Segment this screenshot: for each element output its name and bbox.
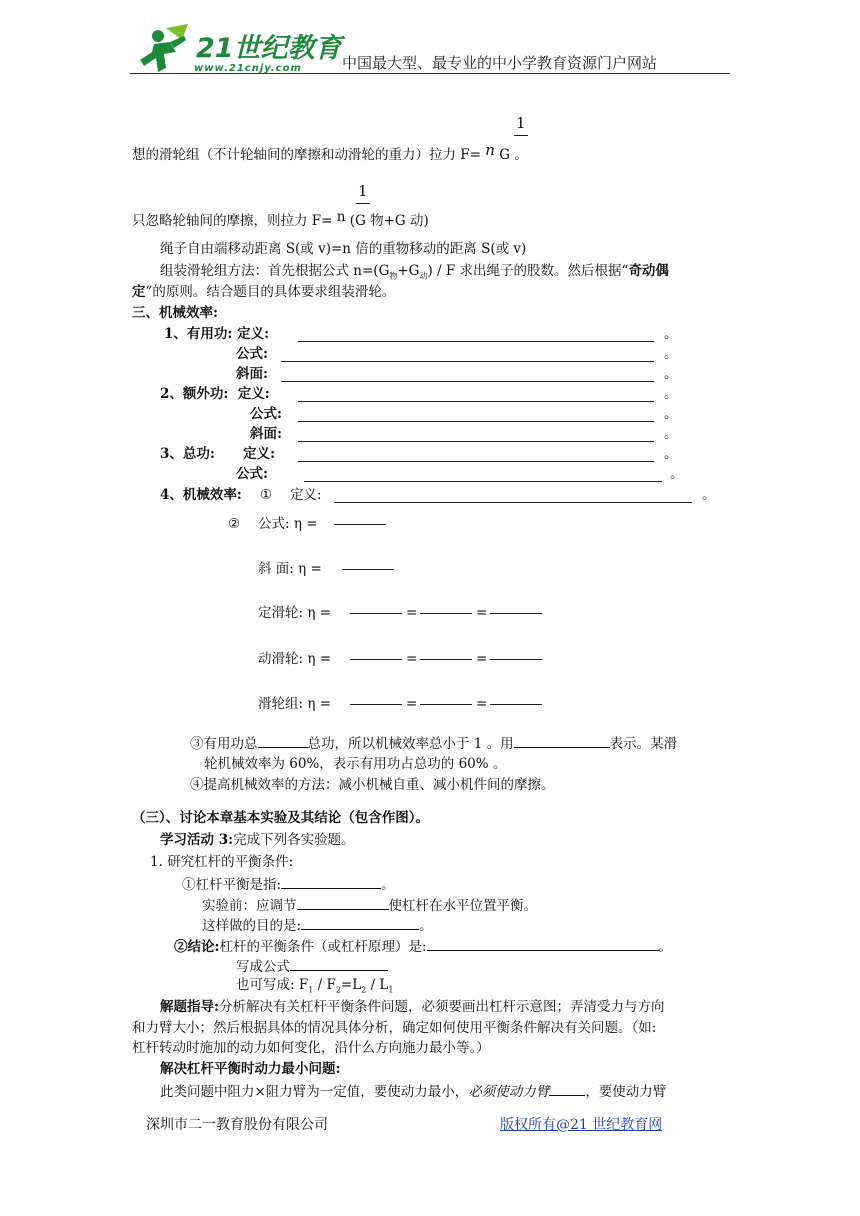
blank-lever-balance xyxy=(281,874,381,889)
blank-useful-vs-total xyxy=(258,733,308,748)
period: 。 xyxy=(664,326,678,342)
equals-sign: = xyxy=(476,605,488,621)
period: 。 xyxy=(664,426,678,442)
useful-formula-label: 公式: xyxy=(236,346,268,362)
equals-sign: = xyxy=(476,651,488,667)
eta-group-blank-1 xyxy=(350,704,402,705)
eta-formula-blank xyxy=(334,524,386,525)
runner-logo-icon xyxy=(136,22,196,76)
blank-efficiency-symbol xyxy=(514,733,610,748)
circle-2: ② xyxy=(228,516,241,532)
logo-url: www.21cnjy.com xyxy=(194,63,302,74)
fraction-denominator: n xyxy=(485,141,495,159)
equals-sign: = xyxy=(476,696,488,712)
ideal-pulley-line: 想的滑轮组（不计轮轴间的摩擦和动滑轮的重力）拉力 F= n G 。 xyxy=(132,141,528,163)
eta-moving-blank-3 xyxy=(490,659,542,660)
logo-main: 21世纪教育 xyxy=(196,33,342,64)
eta-moving-label: 动滑轮: η = xyxy=(258,651,332,667)
extra-incline-label: 斜面: xyxy=(250,426,282,442)
blank-conclusion xyxy=(427,936,659,951)
blank-useful-define xyxy=(298,341,654,342)
logo-wordmark xyxy=(196,26,342,65)
blank-extra-formula xyxy=(298,421,654,422)
min-force-line: 此类问题中阻力×阻力臂为一定值，要使动力最小，必须使动力臂 ，要使动力臂 xyxy=(160,1081,666,1101)
footer-company: 深圳市二一教育股份有限公司 xyxy=(146,1117,328,1133)
equals-sign: = xyxy=(406,651,418,667)
eta-group-blank-3 xyxy=(490,704,542,705)
eta-fixed-blank-3 xyxy=(490,613,542,614)
equals-sign: = xyxy=(406,696,418,712)
period: 。 xyxy=(702,487,716,503)
header-rule xyxy=(130,73,730,74)
eta-fixed-blank-1 xyxy=(350,613,402,614)
extra-formula-label: 公式: xyxy=(250,406,282,422)
eta-moving-blank-1 xyxy=(350,659,402,660)
eta-group-blank-2 xyxy=(420,704,472,705)
eta-incline-blank xyxy=(342,569,394,570)
fraction-denominator-2: n xyxy=(336,209,346,225)
useful-work-label: 1、有用功: 定义: xyxy=(164,326,270,342)
discussion-heading: （三）、讨论本章基本实验及其结论（包含作图）。 xyxy=(132,810,429,826)
blank-formula xyxy=(290,956,388,971)
guide-line-3: 杠杆转动时施加的动力如何变化，沿什么方向施力最小等。） xyxy=(132,1040,490,1056)
note-4: ④提高机械效率的方法：减小机械自重、减小机件间的摩擦。 xyxy=(190,777,555,793)
eta-formula-label: 公式: η = xyxy=(258,516,318,532)
eta-fixed-label: 定滑轮: η = xyxy=(258,605,332,621)
write-formula-line: 写成公式 xyxy=(236,956,388,976)
eta-fixed-blank-2 xyxy=(420,613,472,614)
fraction-numerator-2: 1 xyxy=(358,182,368,200)
activity-line: 学习活动 3:完成下列各实验题。 xyxy=(160,832,355,848)
fraction-bar xyxy=(514,135,528,136)
blank-purpose xyxy=(301,915,419,930)
blank-lever-arm xyxy=(549,1081,585,1096)
useful-incline-label: 斜面: xyxy=(236,366,268,382)
period: 。 xyxy=(670,466,684,482)
eta-group-label: 滑轮组: η = xyxy=(258,696,332,712)
distance-line: 绳子自由端移动距离 S(或 v)=n 倍的重物移动的距离 S(或 v) xyxy=(160,241,527,257)
guide-line-1: 解题指导:分析解决有关杠杆平衡条件问题，必须要画出杠杆示意图；弄清受力与方向 xyxy=(160,999,665,1015)
period: 。 xyxy=(664,366,678,382)
circle-1: ① xyxy=(260,487,273,503)
friction-pulley-line: 只忽略轮轴间的摩擦，则拉力 F= n (G 物+G 动) xyxy=(132,209,429,229)
blank-extra-incline xyxy=(298,441,654,442)
extra-work-label: 2、额外功: 定义: xyxy=(160,386,270,402)
blank-useful-formula xyxy=(281,361,654,362)
total-formula-label: 公式: xyxy=(236,466,268,482)
equals-sign: = xyxy=(406,605,418,621)
eta-incline-label: 斜 面: η = xyxy=(258,561,322,577)
eta-moving-blank-2 xyxy=(420,659,472,660)
period: 。 xyxy=(664,346,678,362)
purpose-line: 这样做的目的是: 。 xyxy=(202,915,433,935)
note-3-line-2: 轮机械效率为 60%，表示有用功占总功的 60% 。 xyxy=(204,756,507,772)
note-3-line-1: ③有用功总 总功，所以机械效率总小于 1 。用 表示。某滑 xyxy=(190,733,677,753)
conclusion-line: ②结论:杠杆的平衡条件（或杠杆原理）是: 。 xyxy=(174,936,672,956)
fraction-bar-2 xyxy=(356,203,370,204)
assemble-line-1: 组装滑轮组方法：首先根据公式 $n=(G_物+G_动) / F$ 求出绳子的股数。然后根据“奇动偶 xyxy=(160,263,669,281)
blank-total-define xyxy=(298,461,654,462)
blank-useful-incline xyxy=(281,381,654,382)
assemble-line-2: 定”的原则。结合题目的具体要求组装滑轮。 xyxy=(132,284,396,300)
blank-total-formula xyxy=(304,481,662,482)
before-experiment-line: 实验前：应调节 使杠杆在水平位置平衡。 xyxy=(202,895,537,915)
period: 。 xyxy=(664,386,678,402)
blank-efficiency-define xyxy=(334,502,692,503)
footer-copyright-link[interactable]: 版权所有@21 世纪教育网 xyxy=(500,1117,663,1133)
guide-line-2: 和力臂大小；然后根据具体的情况具体分析，确定如何使用平衡条件解决有关问题。（如: xyxy=(132,1020,657,1036)
efficiency-label: 4、机械效率: xyxy=(160,487,242,503)
blank-adjust xyxy=(297,895,389,910)
period: 。 xyxy=(664,446,678,462)
period: 。 xyxy=(664,406,678,422)
efficiency-heading: 三、机械效率: xyxy=(132,305,218,321)
fraction-numerator: 1 xyxy=(516,114,526,132)
total-work-label: 3、总功: 定义: xyxy=(160,446,276,462)
header-tagline: 中国最大型、最专业的中小学教育资源门户网站 xyxy=(342,54,658,72)
min-force-heading: 解决杠杆平衡时动力最小问题: xyxy=(160,1061,341,1077)
blank-extra-define xyxy=(298,401,654,402)
also-write-line: 也可写成: $F_1 / F_2=L_2 / L_1$ xyxy=(236,977,394,995)
efficiency-define-label: 定义: xyxy=(290,487,322,503)
lever-balance-line: ①杠杆平衡是指: 。 xyxy=(182,874,395,894)
item-1: 1. 研究杠杆的平衡条件: xyxy=(150,854,294,870)
